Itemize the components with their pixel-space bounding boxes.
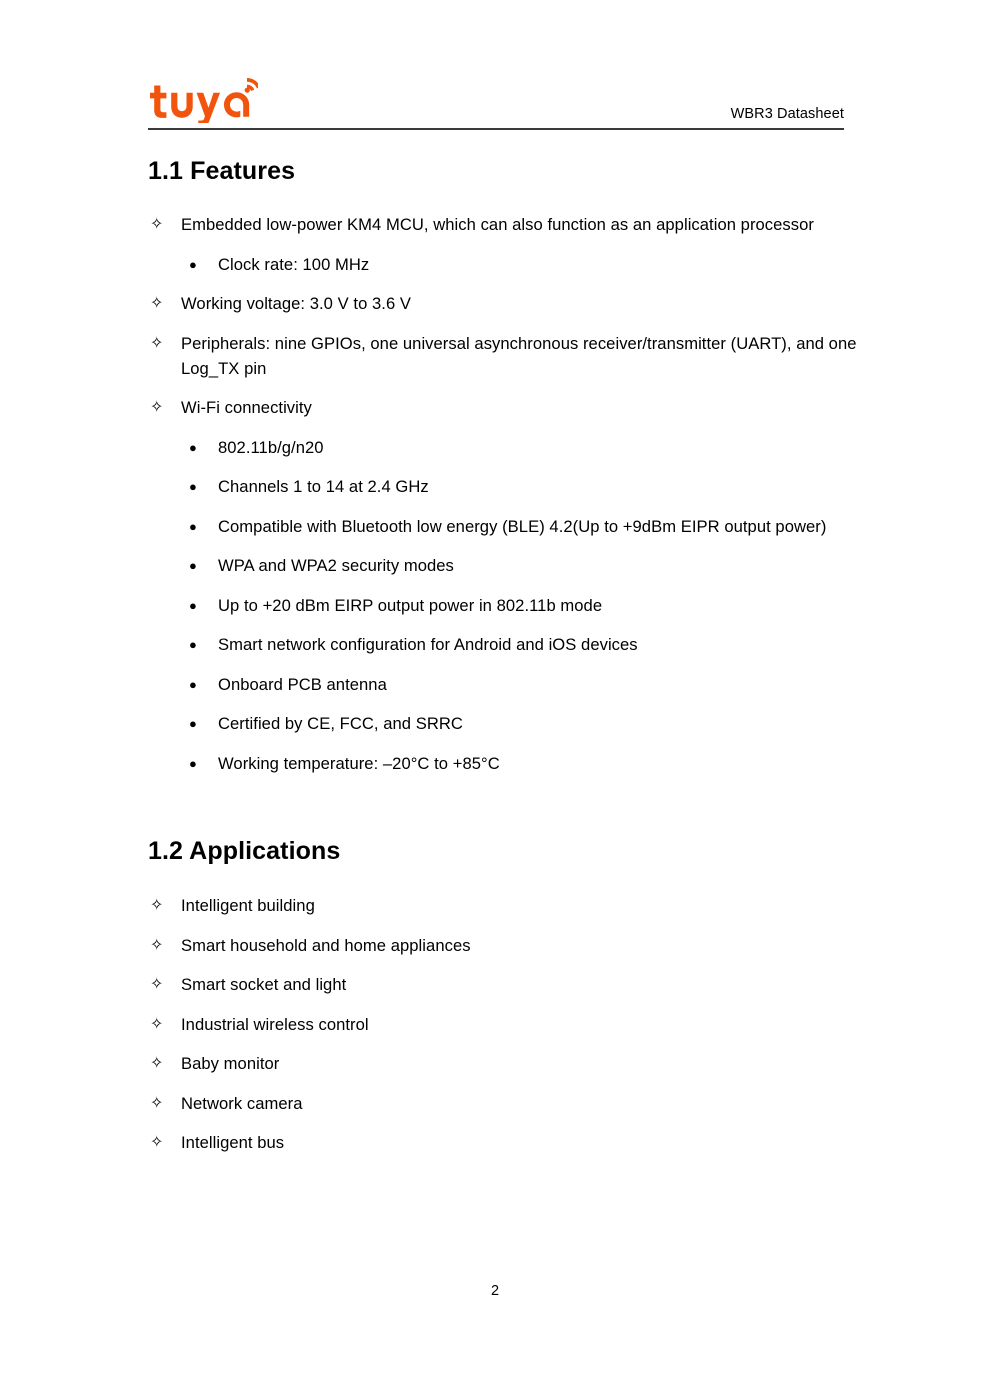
section-heading-applications: 1.2 Applications: [148, 837, 341, 865]
dot-bullet-icon: ●: [189, 439, 197, 455]
list-item-text: Certified by CE, FCC, and SRRC: [218, 714, 463, 733]
dot-bullet-icon: ●: [189, 558, 197, 573]
list-item: [148, 1012, 858, 1037]
list-item: [148, 474, 858, 499]
list-item: [148, 972, 858, 997]
star-bullet-icon: ✧: [150, 1055, 164, 1072]
list-item: [148, 395, 858, 420]
page-header: [148, 68, 844, 130]
tuya-logo: [148, 77, 258, 123]
list-item: [148, 331, 858, 381]
dot-bullet-icon: ●: [189, 479, 197, 494]
list-item-text: Intelligent bus: [181, 1133, 285, 1152]
list-item: [148, 893, 858, 918]
applications-list: [148, 893, 858, 1170]
list-item-text: Working voltage: 3.0 V to 3.6 V: [181, 294, 411, 313]
list-item-text: Industrial wireless control: [181, 1014, 369, 1034]
list-item-text: Baby monitor: [181, 1054, 280, 1073]
list-item: [148, 672, 858, 697]
dot-bullet-icon: ●: [189, 518, 197, 534]
list-item: [148, 553, 858, 578]
list-item-text: Intelligent building: [181, 896, 315, 915]
dot-bullet-icon: ●: [189, 597, 197, 613]
star-bullet-icon: ✧: [150, 295, 164, 312]
list-item-text: Smart network configuration for Android and iOS devices: [218, 635, 638, 654]
dot-bullet-icon: ●: [189, 755, 197, 771]
list-item-text: Wi-Fi connectivity: [181, 398, 312, 417]
list-item: [148, 435, 858, 460]
star-bullet-icon: ✧: [150, 936, 164, 954]
list-item: [148, 711, 858, 736]
star-bullet-icon: ✧: [150, 976, 164, 993]
star-bullet-icon: ✧: [150, 399, 164, 416]
list-item-text: Peripherals: nine GPIOs, one universal asynchronous receiver/transmitter (UART), and one Log_TX pin: [181, 333, 857, 378]
list-item-text: Working temperature: –20°C to +85°C: [218, 753, 500, 773]
list-item: [148, 1091, 858, 1116]
list-item: [148, 933, 858, 958]
star-bullet-icon: ✧: [150, 1134, 164, 1151]
list-item-text: Smart socket and light: [181, 975, 347, 994]
list-item-text: Compatible with Bluetooth low energy (BLE) 4.2(Up to +9dBm EIPR output power): [218, 516, 827, 536]
list-item-text: Smart household and home appliances: [181, 935, 471, 955]
list-item-text: Clock rate: 100 MHz: [218, 254, 370, 274]
list-item-text: Channels 1 to 14 at 2.4 GHz: [218, 477, 429, 496]
list-item-text: Onboard PCB antenna: [218, 674, 387, 694]
list-item: [148, 1051, 858, 1076]
header-title: WBR3 Datasheet: [730, 106, 844, 122]
list-item-text: WPA and WPA2 security modes: [218, 556, 454, 575]
list-item: [148, 1130, 858, 1155]
list-item: [148, 632, 858, 657]
list-item: [148, 212, 858, 237]
list-item-text: Embedded low-power KM4 MCU, which can also function as an application processor: [181, 215, 814, 234]
star-bullet-icon: ✧: [150, 1015, 164, 1033]
star-bullet-icon: ✧: [150, 334, 164, 352]
section-heading-features: 1.1 Features: [148, 157, 296, 185]
list-item: [148, 751, 858, 776]
dot-bullet-icon: ●: [189, 637, 197, 652]
list-item-text: Up to +20 dBm EIRP output power in 802.11b mode: [218, 595, 603, 615]
list-item: [148, 514, 858, 539]
star-bullet-icon: ✧: [150, 216, 164, 233]
list-item: [148, 593, 858, 618]
list-item-text: 802.11b/g/n20: [218, 437, 324, 457]
page-number: 2: [490, 1283, 500, 1299]
dot-bullet-icon: ●: [189, 716, 197, 731]
dot-bullet-icon: ●: [189, 676, 197, 692]
features-list: [148, 212, 858, 790]
dot-bullet-icon: ●: [189, 256, 197, 272]
list-item: [148, 291, 858, 316]
list-item: [148, 252, 858, 277]
star-bullet-icon: ✧: [150, 897, 164, 914]
list-item-text: Network camera: [181, 1093, 303, 1113]
star-bullet-icon: ✧: [150, 1094, 164, 1112]
